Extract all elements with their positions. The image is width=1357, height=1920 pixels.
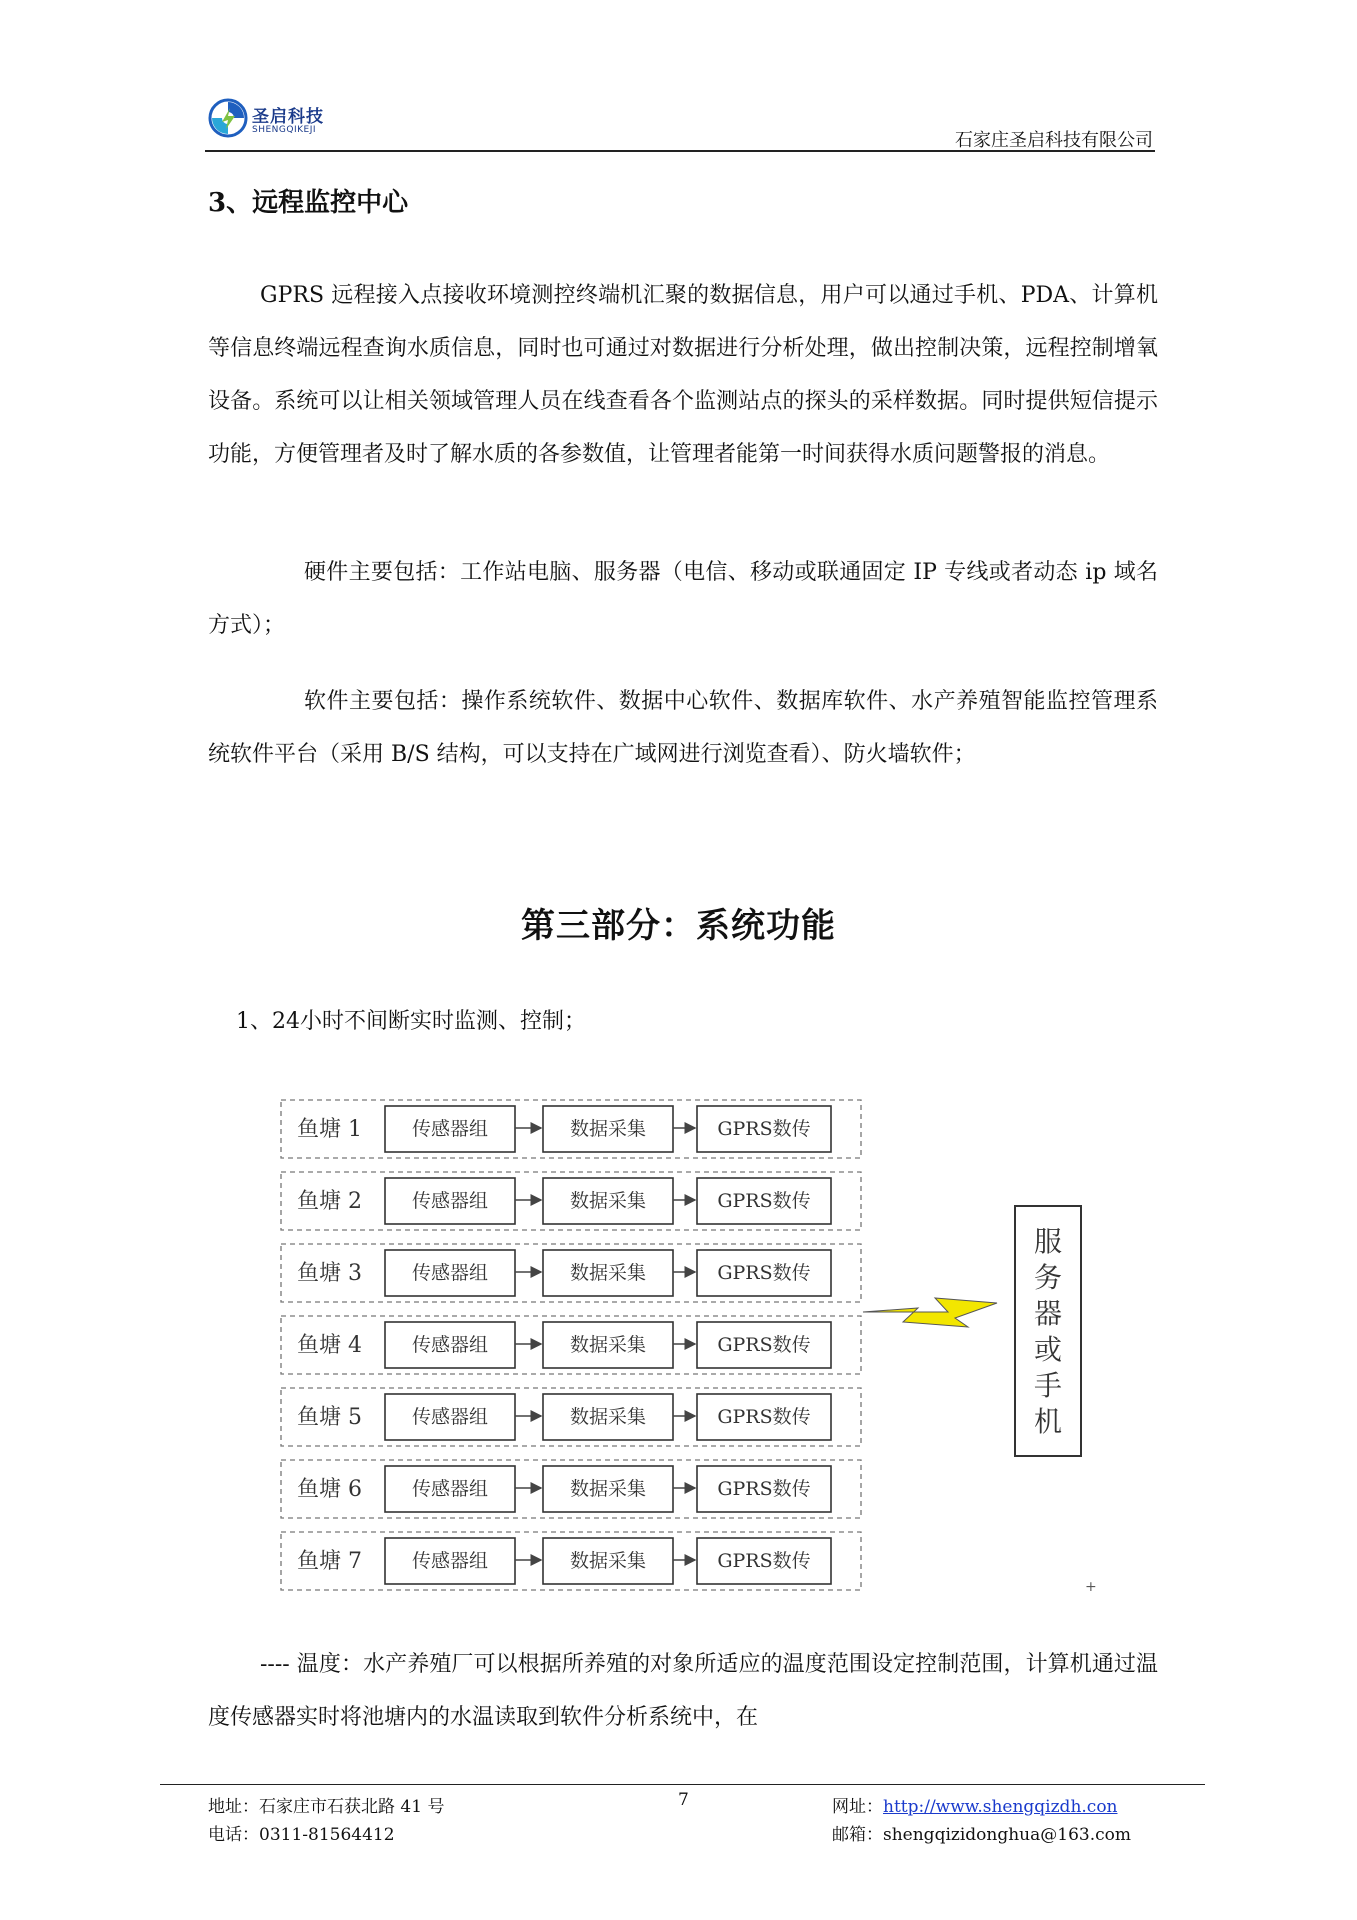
- footer-address: 地址：石家庄市石获北路 41 号: [208, 1797, 445, 1817]
- server-label-char: 服: [1033, 1225, 1063, 1258]
- diagram-row: [281, 1244, 861, 1302]
- logo-pinyin: SHENGQIKEJI: [252, 125, 317, 135]
- logo-icon: [208, 98, 248, 138]
- sensor-group-box-label: 传感器组: [411, 1406, 489, 1428]
- website-link[interactable]: http://www.shengqizdh.con: [883, 1797, 1118, 1817]
- server-label-char: 器: [1033, 1297, 1063, 1330]
- sensor-group-box-label: 传感器组: [411, 1550, 489, 1572]
- sensor-group-box-label: 传感器组: [411, 1334, 489, 1356]
- section-heading: 3、远程监控中心: [208, 188, 409, 218]
- gprs-transmission-box-label: GPRS数传: [717, 1262, 811, 1284]
- data-collection-box-label: 数据采集: [569, 1190, 647, 1212]
- data-collection-box-label: 数据采集: [569, 1118, 647, 1140]
- paragraph-intro: GPRS 远程接入点接收环境测控终端机汇聚的数据信息，用户可以通过手机、PDA、计算机等信息终端远程查询水质信息，同时也可通过对数据进行分析处理，做出控制决策，远程控制增氧设备。系统可以让相关领域管理人员在线查看各个监测站点的探头的采样数据。同时提供短信提示功能，方便管理者及时了解水质的各参数值，让管理者能第一时间获得水质问题警报的消息。: [208, 283, 1158, 467]
- pond-label: 鱼塘 7: [297, 1549, 362, 1574]
- plus-mark: +: [1085, 1579, 1097, 1595]
- paragraph-temperature: ---- 温度：水产养殖厂可以根据所养殖的对象所适应的温度范围设定控制范围，计算机通过温度传感器实时将池塘内的水温读取到软件分析系统中，在: [208, 1652, 1158, 1730]
- data-collection-box-label: 数据采集: [569, 1406, 647, 1428]
- part-title: 第三部分：系统功能: [521, 906, 836, 946]
- sensor-group-box-label: 传感器组: [411, 1478, 489, 1500]
- pond-label: 鱼塘 3: [297, 1261, 362, 1286]
- wireless-link-icon: [863, 1298, 997, 1327]
- data-collection-box-label: 数据采集: [569, 1262, 647, 1284]
- pond-label: 鱼塘 6: [297, 1477, 362, 1502]
- gprs-transmission-box-label: GPRS数传: [717, 1550, 811, 1572]
- gprs-transmission-box-label: GPRS数传: [717, 1118, 811, 1140]
- pond-label: 鱼塘 1: [297, 1117, 362, 1142]
- diagram-row: [281, 1388, 861, 1446]
- server-label-char: 机: [1033, 1405, 1063, 1438]
- sensor-group-box-label: 传感器组: [411, 1262, 489, 1284]
- list-item-monitoring: 1、24小时不间断实时监测、控制；: [236, 1009, 586, 1034]
- company-logo: [208, 98, 328, 146]
- footer-phone: 电话：0311-81564412: [208, 1825, 395, 1845]
- company-name: 石家庄圣启科技有限公司: [955, 130, 1153, 151]
- diagram-row: [281, 1172, 861, 1230]
- page-number: 7: [678, 1790, 689, 1810]
- diagram-row: [281, 1100, 861, 1158]
- sensor-group-box-label: 传感器组: [411, 1190, 489, 1212]
- system-diagram-svg: [265, 1086, 1105, 1616]
- data-collection-box-label: 数据采集: [569, 1478, 647, 1500]
- gprs-transmission-box-label: GPRS数传: [717, 1406, 811, 1428]
- pond-label: 鱼塘 5: [297, 1405, 362, 1430]
- pond-label: 鱼塘 2: [297, 1189, 362, 1214]
- diagram-row: [281, 1532, 861, 1590]
- footer-website: [832, 1792, 1118, 1817]
- pond-label: 鱼塘 4: [297, 1333, 362, 1358]
- logo-name: 圣启科技: [252, 107, 324, 127]
- data-collection-box-label: 数据采集: [569, 1334, 647, 1356]
- gprs-transmission-box-label: GPRS数传: [717, 1334, 811, 1356]
- system-diagram: [265, 1086, 1105, 1616]
- paragraph-software: 软件主要包括：操作系统软件、数据中心软件、数据库软件、水产养殖智能监控管理系统软件平台（采用 B/S 结构，可以支持在广域网进行浏览查看）、防火墙软件；: [208, 689, 1158, 767]
- gprs-transmission-box-label: GPRS数传: [717, 1478, 811, 1500]
- footer-email: 邮箱：shengqizidonghua@163.com: [832, 1825, 1131, 1845]
- gprs-transmission-box-label: GPRS数传: [717, 1190, 811, 1212]
- footer-rule: [160, 1784, 1205, 1785]
- server-label-char: 务: [1033, 1261, 1063, 1294]
- data-collection-box-label: 数据采集: [569, 1550, 647, 1572]
- header-rule: [205, 150, 1155, 152]
- website-label: 网址：: [832, 1797, 883, 1817]
- server-label-char: 手: [1033, 1369, 1063, 1402]
- sensor-group-box-label: 传感器组: [411, 1118, 489, 1140]
- diagram-row: [281, 1316, 861, 1374]
- diagram-row: [281, 1460, 861, 1518]
- paragraph-hardware: 硬件主要包括：工作站电脑、服务器（电信、移动或联通固定 IP 专线或者动态 ip 域名方式）；: [208, 560, 1158, 638]
- server-label-char: 或: [1033, 1333, 1063, 1366]
